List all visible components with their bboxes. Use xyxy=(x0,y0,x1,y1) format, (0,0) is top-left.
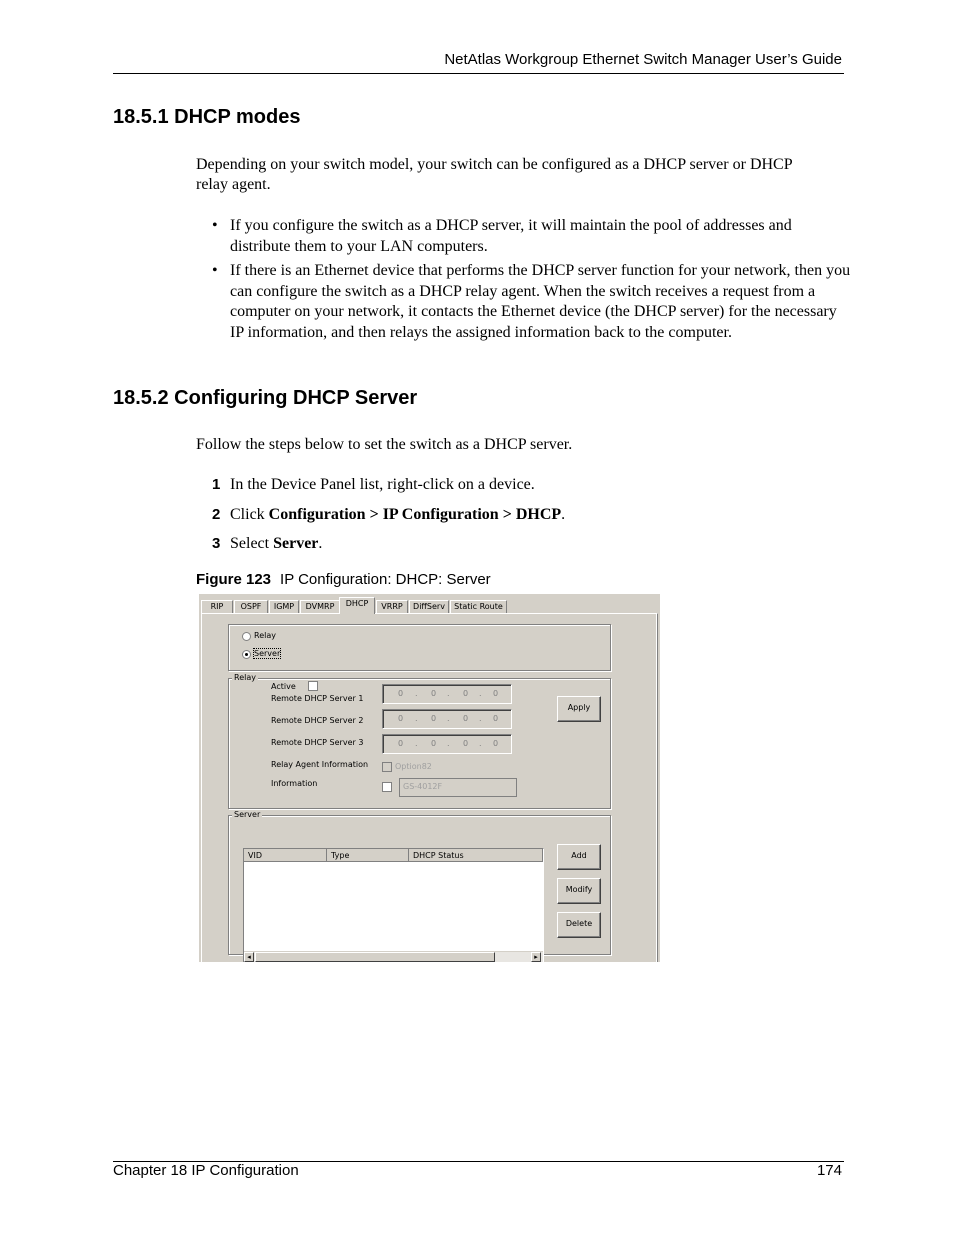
bullet-icon: • xyxy=(212,217,218,234)
ip-dot: . xyxy=(479,714,482,723)
intro-line-2: relay agent. xyxy=(196,176,271,193)
footer-page-number: 174 xyxy=(816,1162,842,1179)
steps-intro: Follow the steps below to set the switch as a DHCP server. xyxy=(196,436,573,453)
ip-octet: 0 xyxy=(398,714,404,723)
column-header-vid[interactable]: VID xyxy=(244,849,327,862)
add-button[interactable]: Add xyxy=(557,844,601,870)
relay-radio[interactable] xyxy=(242,632,251,641)
bullet-text: If you configure the switch as a DHCP server, it will maintain the pool of addresses and distribute them to your LAN computers. xyxy=(230,217,792,255)
scroll-left-icon[interactable]: ◂ xyxy=(244,952,254,962)
dhcp-tab-panel xyxy=(201,613,658,962)
relay-group-title: Relay xyxy=(234,673,256,682)
figure-title: IP Configuration: DHCP: Server xyxy=(280,571,491,588)
step-item xyxy=(212,476,535,494)
step-suffix: . xyxy=(318,535,323,552)
tab-dhcp[interactable]: DHCP xyxy=(339,597,375,614)
tab-diffserv[interactable]: DiffServ xyxy=(409,600,449,614)
relay-agent-info-label: Relay Agent Information xyxy=(271,760,369,769)
ip-octet: 0 xyxy=(431,714,437,723)
step-number: 2 xyxy=(212,506,221,523)
server-label[interactable]: Server xyxy=(254,649,281,658)
ip-octet: 0 xyxy=(431,739,437,748)
ip-dot: . xyxy=(479,689,482,698)
server-radio[interactable] xyxy=(242,650,251,659)
delete-button[interactable]: Delete xyxy=(557,912,601,938)
ip-dot: . xyxy=(447,714,450,723)
figure-label: Figure 123 xyxy=(196,571,272,588)
step-text: In the Device Panel list, right-click on a device. xyxy=(230,476,535,493)
information-checkbox[interactable] xyxy=(382,782,392,792)
tab-ospf[interactable]: OSPF xyxy=(234,600,268,614)
footer-chapter: Chapter 18 IP Configuration xyxy=(113,1162,299,1179)
mode-group xyxy=(228,624,611,671)
ip-dot: . xyxy=(415,739,418,748)
step-text: Click xyxy=(230,506,269,523)
remote-server-2-ip-field[interactable] xyxy=(382,709,512,729)
relay-group xyxy=(228,673,611,809)
ip-octet: 0 xyxy=(398,739,404,748)
step-text: Select xyxy=(230,535,274,552)
ip-octet: 0 xyxy=(463,739,469,748)
running-header: NetAtlas Workgroup Ethernet Switch Manager User’s Guide xyxy=(444,51,842,68)
tab-vrrp[interactable]: VRRP xyxy=(376,600,408,614)
bullet-item xyxy=(212,216,852,257)
column-header-type[interactable]: Type xyxy=(327,849,409,862)
step-item xyxy=(212,535,322,553)
active-checkbox[interactable] xyxy=(308,681,318,691)
tab-rip[interactable]: RIP xyxy=(201,600,233,614)
information-field[interactable]: GS-4012F xyxy=(399,778,517,797)
step-item xyxy=(212,506,565,524)
ip-octet: 0 xyxy=(493,714,499,723)
remote-server-3-label: Remote DHCP Server 3 xyxy=(271,738,364,747)
column-header-dhcp-status[interactable]: DHCP Status xyxy=(409,849,543,862)
step-number: 3 xyxy=(212,535,221,552)
dhcp-config-screenshot xyxy=(199,594,660,962)
intro-line-1: Depending on your switch model, your switch can be configured as a DHCP server or DHCP xyxy=(196,156,793,173)
horizontal-scrollbar[interactable] xyxy=(244,951,543,962)
remote-server-3-ip-field[interactable] xyxy=(382,734,512,754)
tab-static-route[interactable]: Static Route xyxy=(450,600,507,614)
ip-octet: 0 xyxy=(493,739,499,748)
step-option: Server xyxy=(273,535,319,552)
ip-dot: . xyxy=(479,739,482,748)
tab-igmp[interactable]: IGMP xyxy=(269,600,299,614)
step-menu-path: Configuration > IP Configuration > DHCP xyxy=(268,506,562,523)
ip-octet: 0 xyxy=(463,714,469,723)
bullet-icon: • xyxy=(212,262,218,279)
figure-caption xyxy=(196,571,491,588)
ip-dot: . xyxy=(447,689,450,698)
remote-server-2-label: Remote DHCP Server 2 xyxy=(271,716,364,725)
tab-dvmrp[interactable]: DVMRP xyxy=(300,600,340,614)
relay-label[interactable]: Relay xyxy=(254,631,276,640)
bullet-text: If there is an Ethernet device that performs the DHCP server function for your network, then you can configure the switch as a DHCP relay agent. When the switch receives a request from a computer on your network, it contacts the Ethernet device (the DHCP server) for the necessary IP information, and then relays the assigned information back to the computer. xyxy=(230,262,851,341)
server-group-title: Server xyxy=(234,810,261,819)
header-rule xyxy=(113,73,844,74)
ip-dot: . xyxy=(447,739,450,748)
ip-octet: 0 xyxy=(493,689,499,698)
option82-checkbox[interactable] xyxy=(382,762,392,772)
step-number: 1 xyxy=(212,476,221,493)
ip-octet: 0 xyxy=(463,689,469,698)
server-table xyxy=(243,848,544,962)
remote-server-1-label: Remote DHCP Server 1 xyxy=(271,694,364,703)
remote-server-1-ip-field[interactable] xyxy=(382,684,512,704)
option82-label: Option82 xyxy=(395,762,432,771)
active-label: Active xyxy=(271,682,296,691)
scroll-right-icon[interactable]: ▸ xyxy=(531,952,541,962)
panel-edge xyxy=(656,614,657,962)
intro-paragraph xyxy=(196,155,846,195)
section-heading-dhcp-modes: 18.5.1 DHCP modes xyxy=(113,106,301,128)
apply-button[interactable]: Apply xyxy=(557,696,601,722)
ip-octet: 0 xyxy=(398,689,404,698)
information-label: Information xyxy=(271,779,318,788)
modify-button[interactable]: Modify xyxy=(557,878,601,904)
ip-octet: 0 xyxy=(431,689,437,698)
ip-dot: . xyxy=(415,714,418,723)
ip-dot: . xyxy=(415,689,418,698)
section-heading-configuring-dhcp-server: 18.5.2 Configuring DHCP Server xyxy=(113,387,418,409)
bullet-item xyxy=(212,261,852,343)
step-suffix: . xyxy=(561,506,566,523)
scrollbar-thumb[interactable] xyxy=(255,952,495,962)
